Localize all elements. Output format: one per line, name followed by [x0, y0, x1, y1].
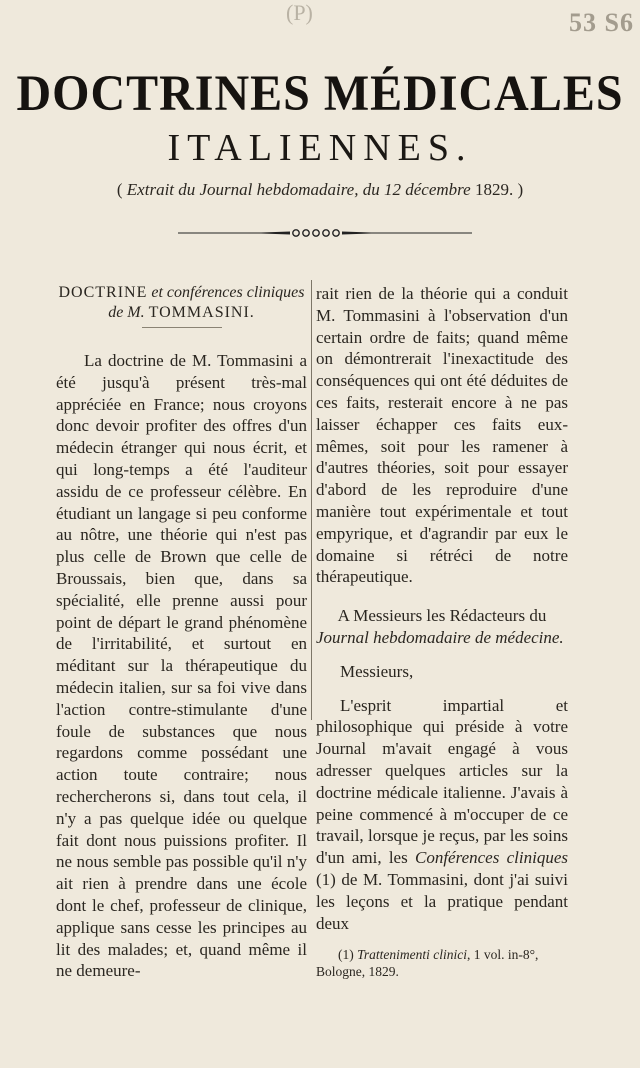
addressee-line-1: A Messieurs les Rédacteurs du [337, 606, 547, 626]
heading-et: et [151, 284, 163, 301]
continued-paragraph: rait rien de la théorie qui a conduit M. Tommasini à l'observation d'un certain ordre de faits; quand même on démontrerait l'inexactitude des conséquences qui ont été déduites de ces faits, resterait encore à ne pas laisser échapper ces faits eux-mêmes, soit pour les ramener à d'autres théories, soit pour essayer d'abord de les reproduire d'une manière tout expérimentale et tout empyrique, et d'agrandir par eux le domaine si rétréci de notre thérapeutique. [316, 284, 568, 587]
column-divider [311, 280, 312, 720]
title-line-2: ITALIENNES. [167, 127, 473, 169]
left-column [56, 283, 307, 982]
subtitle: ( Extrait du Journal hebdomadaire, du 12 décembre 1829. ) [116, 180, 524, 199]
subtitle-du: , du [354, 180, 380, 199]
subtitle-year: 1829. [474, 180, 514, 199]
footnote-title: Trattenimenti clinici [357, 947, 467, 963]
ornament-divider [178, 228, 472, 238]
title-line-1: DOCTRINES MÉDICALES [16, 65, 624, 122]
letter-italic-title: Conférences cliniques [415, 848, 568, 868]
footnote [316, 946, 568, 980]
letter-text-1: L'esprit impartial et philosophique qui préside à votre Journal m'avait engagé à vous adresser quelques articles sur la doctrine médicale italienne. J'avais à peine commencé à m'occuper de ce travail, lorsque je reçus, par les soins d'un ami, les [316, 695, 568, 868]
salutation: Messieurs, [340, 661, 414, 681]
right-column [316, 283, 568, 980]
heading-doctrine: DOCTRINE [58, 284, 148, 301]
heading-name: TOMMASINI. [148, 304, 255, 321]
handwritten-shelfmark: 53 S6 [569, 8, 634, 37]
heading-de: de M. [108, 304, 145, 321]
section-heading [56, 283, 307, 328]
footnote-details: , 1 vol. in-8°, Bologne, 1829. [316, 947, 539, 980]
subtitle-source: Extrait du Journal hebdomadaire [126, 180, 355, 199]
subtitle-date: 12 décembre [383, 180, 471, 199]
letter-paragraph [316, 695, 568, 935]
intro-paragraph: La doctrine de M. Tommasini a été jusqu'à présent très-mal appréciée en France; nous croyons donc devoir profiter des offres d'un médecin étranger qui nous écrit, et qui long-temps a été l'auditeur assidu de ce professeur célèbre. En étudiant un langage si peu conforme au nôtre, une théorie qui n'est pas plus celle de Brown que celle de Broussais, bien que, dans sa spécialité, elle prenne aussi pour point de départ le grand phénomène de l'irritabilité, et surtout en méditant sur la thérapeutique du médecin italien, sur sa foi vive dans l'action contre-stimulante d'une foule de substances que nous regardons comme possédant une action toute contraire; nous rechercherons si, dans tout cela, il n'y a pas quelque idée ou quelque fait dont nous puissions profiter. Il ne nous semble pas possible qu'il n'y ait rien à prendre dans une école dont le chef, professeur de clinique, applique sans cesse les principes au lit des malades; et, quand même il ne demeure- [56, 351, 307, 981]
addressee-line-2: Journal hebdomadaire de médecine. [316, 627, 564, 647]
letter-text-2: (1) de M. Tommasini, dont j'ai suivi les leçons et la pratique pendant deux [316, 869, 568, 933]
heading-conferences: conférences cliniques [166, 284, 305, 301]
addressee [316, 605, 568, 649]
footnote-number: (1) [338, 947, 354, 963]
heading-rule [142, 327, 222, 328]
library-mark: (P) [286, 0, 313, 25]
